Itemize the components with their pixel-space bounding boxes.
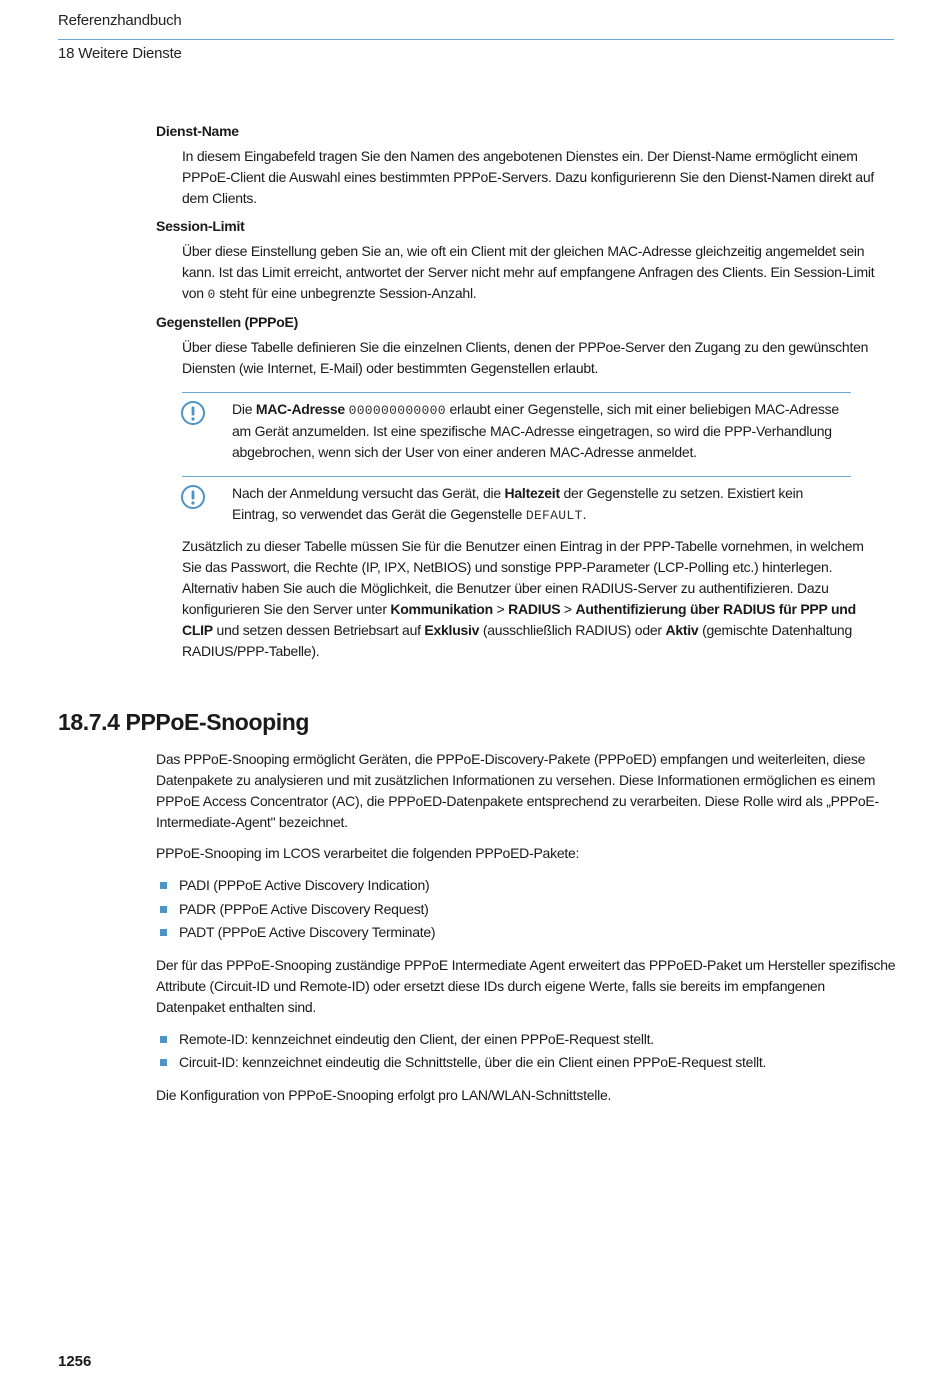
term-service-name: Dienst-Name (156, 123, 239, 139)
list-item (156, 1028, 896, 1052)
bold-term: Exklusiv (424, 622, 480, 638)
definition-text (182, 241, 882, 305)
bullet-square-icon (160, 882, 167, 889)
text-fragment: (gemischte Datenhaltung RADIUS/PPP-Tabelle). (182, 622, 852, 659)
paragraph: Der für das PPPoE-Snooping zuständige PPPoE Intermediate Agent erweitert das PPPoED-Paket um Hersteller spezifische Attribute (Circuit-ID und Remote-ID) oder ersetzt diese IDs durch eigene Werte, falls sie bereits im empfangenen Datenpaket enthalten sind. (156, 956, 896, 1015)
menu-path-item: RADIUS (508, 601, 561, 617)
text-fragment: erlaubt einer Gegenstelle, sich mit einer beliebigen MAC-Adresse am Gerät anzumelden. Ist eine spezifische MAC-Adresse eingetragen, so wird die PPP-Verhandlung abgebrochen, wenn sich der User von einer anderen MAC-Adresse anmeldet. (232, 401, 839, 460)
section-heading: 18.7.4 PPPoE-Snooping (58, 709, 310, 735)
bold-term: MAC-Adresse (255, 401, 345, 417)
menu-path-item: Kommunikation (390, 601, 493, 617)
definitions-block (156, 121, 896, 662)
list-item (156, 1051, 896, 1075)
definition-service-name (182, 146, 882, 209)
list-item (156, 898, 896, 922)
definition-session-limit (182, 241, 882, 305)
section-body (156, 749, 896, 1116)
text-fragment: und setzen dessen Betriebsart auf (212, 622, 425, 638)
text-fragment: (ausschließlich RADIUS) oder (479, 622, 666, 638)
radius-paragraph (182, 536, 872, 662)
note-hold-time (182, 476, 851, 526)
bold-term: Haltezeit (504, 485, 560, 501)
paragraph: Die Konfiguration von PPPoE-Snooping erfolgt pro LAN/WLAN-Schnittstelle. (156, 1086, 612, 1103)
list-item-text: Remote-ID: kennzeichnet eindeutig den Client, der einen PPPoE-Request stellt. (179, 1030, 654, 1047)
page-number: 1256 (58, 1353, 92, 1370)
text-fragment: . (582, 506, 587, 522)
code-value: 0 (207, 287, 216, 302)
text-fragment: steht für eine unbegrenzte Session-Anzahl. (215, 285, 477, 301)
bullet-square-icon (160, 1059, 167, 1066)
text-fragment: Über diese Einstellung geben Sie an, wie oft ein Client mit der gleichen MAC-Adresse gleichzeitig angemeldet sein kann. Ist das Limit erreicht, antwortet der Server nicht mehr auf empfangene Anfragen des Clients. Ein Session-Limit von (182, 243, 875, 301)
definition-text: Über diese Tabelle definieren Sie die einzelnen Clients, denen der PPPoe-Server den Zugang zu den gewünschten Diensten (wie Internet, E-Mail) oder bestimmten Gegenstellen erlaubt. (182, 339, 869, 376)
bold-term: Aktiv (665, 622, 699, 638)
note-text (232, 483, 851, 526)
code-value: 000000000000 (348, 403, 446, 418)
note-text (232, 399, 851, 463)
running-header-title: Referenzhandbuch (58, 12, 182, 29)
path-separator: > (560, 601, 576, 617)
packet-list (156, 874, 896, 945)
list-item-text: PADR (PPPoE Active Discovery Request) (179, 900, 429, 917)
text-fragment: Zusätzlich zu dieser Tabelle müssen Sie für die Benutzer einen Eintrag in der PPP-Tabelle vornehmen, in welchem Sie das Passwort, die Rechte (IP, IPX, NetBIOS) und sonstige PPP-Parameter (LCP-Polling etc.) hinterlegen. Alternativ haben Sie auch die Möglichkeit, die Benutzer über einen RADIUS-Server zu authentifizieren. Dazu konfigurieren Sie den Server unter (182, 538, 864, 617)
text-fragment: der Gegenstelle zu setzen. Existiert kein Eintrag, so verwendet das Gerät die Gegenstelle (232, 485, 804, 522)
list-item-text: Circuit-ID: kennzeichnet eindeutig die Schnittstelle, über die ein Client einen PPPoE-Request stellt. (179, 1054, 767, 1070)
running-header-chapter: 18 Weitere Dienste (58, 45, 182, 62)
paragraph: Das PPPoE-Snooping ermöglicht Geräten, die PPPoE-Discovery-Pakete (PPPoED) empfangen und weiterleiten, diese Datenpakete zu analysieren und mit zusätzlichen Informationen zu versehen. Diese Informationen ermöglichen es einem PPPoE Access Concentrator (AC), die PPPoED-Datenpakete entsprechend zu verarbeiten. Diese Rolle wird als „PPPoE-Intermediate-Agent" bezeichnet. (156, 751, 879, 830)
list-item (156, 874, 896, 898)
id-list (156, 1028, 896, 1075)
definition-text: In diesem Eingabefeld tragen Sie den Namen des angebotenen Dienstes ein. Der Dienst-Name ermöglicht einem PPPoE-Client die Auswahl eines bestimmten PPPoE-Servers. Dazu konfigurierenn Sie den Dienst-Namen direkt auf dem Clients. (182, 148, 875, 206)
exclamation-circle-icon (180, 484, 206, 510)
term-session-limit: Session-Limit (156, 218, 245, 234)
text-fragment: Nach der Anmeldung versucht das Gerät, die (232, 485, 505, 501)
term-peers: Gegenstellen (PPPoE) (156, 314, 299, 330)
paragraph: PPPoE-Snooping im LCOS verarbeitet die folgenden PPPoED-Pakete: (156, 845, 580, 861)
bullet-square-icon (160, 929, 167, 936)
exclamation-circle-icon (180, 400, 206, 426)
menu-path-item: Authentifizierung über RADIUS für PPP und CLIP (182, 601, 856, 638)
header-rule (58, 39, 894, 40)
note-mac-address (182, 392, 851, 463)
text-fragment: Die (232, 401, 256, 417)
list-item-text: PADI (PPPoE Active Discovery Indication) (179, 877, 430, 893)
bullet-square-icon (160, 906, 167, 913)
path-separator: > (492, 601, 509, 617)
bullet-square-icon (160, 1036, 167, 1043)
list-item (156, 921, 896, 945)
list-item-text: PADT (PPPoE Active Discovery Terminate) (179, 924, 436, 940)
definition-peers (182, 337, 882, 379)
code-value: DEFAULT (525, 508, 583, 523)
